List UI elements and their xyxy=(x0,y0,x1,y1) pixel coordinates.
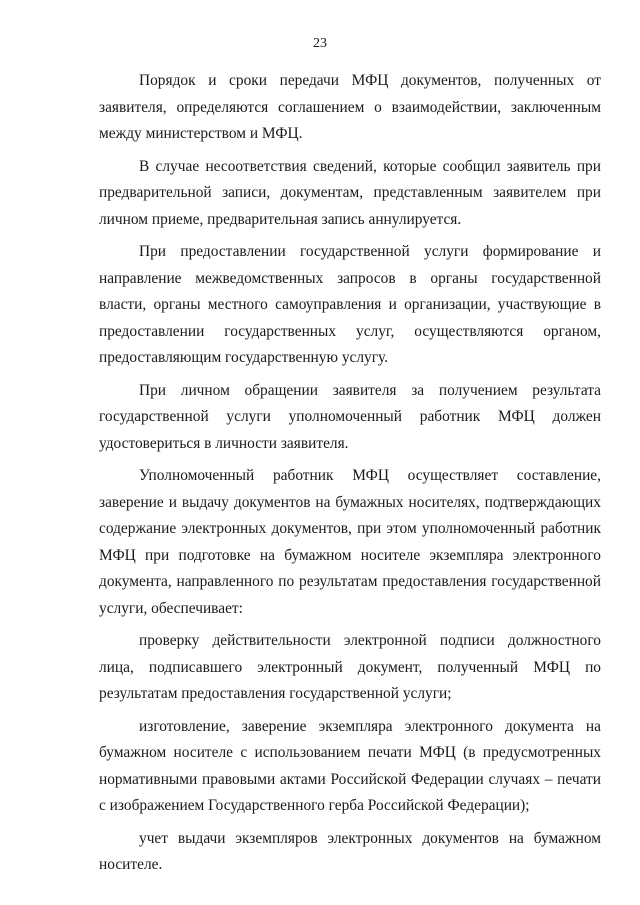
paragraph-preregistration-mismatch: В случае несоответствия сведений, которые сообщил заявитель при предварительной записи, документам, представленным заявителем при личном приеме, предварительная запись аннулируется. xyxy=(99,157,601,228)
paragraph-issuance-record: учет выдачи экземпляров электронных документов на бумажном носителе. xyxy=(99,829,601,873)
paragraph-certified-copy: изготовление, заверение экземпляра электронного документа на бумажном носителе с использованием печати МФЦ (в предусмотренных нормативными правовыми актами Российской Федерации случаях – печати с изображением Государственного герба Российской Федерации); xyxy=(99,717,601,814)
paragraph-interagency-requests: При предоставлении государственной услуги формирование и направление межведомственных запросов в органы государственной власти, органы местного самоуправления и организации, участвующие в предоставлении государственных услуг, осуществляются органом, предоставляющим государственную услугу. xyxy=(99,243,601,366)
paragraph-identity-verification: При личном обращении заявителя за получением результата государственной услуги уполномоченный работник МФЦ должен удостовериться в личности заявителя. xyxy=(99,381,601,452)
paragraph-paper-copies: Уполномоченный работник МФЦ осуществляет составление, заверение и выдачу документов на бумажных носителях, подтверждающих содержание электронных документов, при этом уполномоченный работник МФЦ при подготовке на бумажном носителе экземпляра электронного документа, направленного по результатам предоставления государственной услуги, обеспечивает: xyxy=(99,467,601,617)
paragraph-transfer-procedure: Порядок и сроки передачи МФЦ документов, полученных от заявителя, определяются соглашением о взаимодействии, заключенным между министерством и МФЦ. xyxy=(99,72,601,142)
page-number: 23 xyxy=(313,36,327,51)
document-body xyxy=(99,68,601,879)
paragraph-signature-check: проверку действительности электронной подписи должностного лица, подписавшего электронный документ, полученный МФЦ по результатам предоставления государственной услуги; xyxy=(99,632,601,702)
